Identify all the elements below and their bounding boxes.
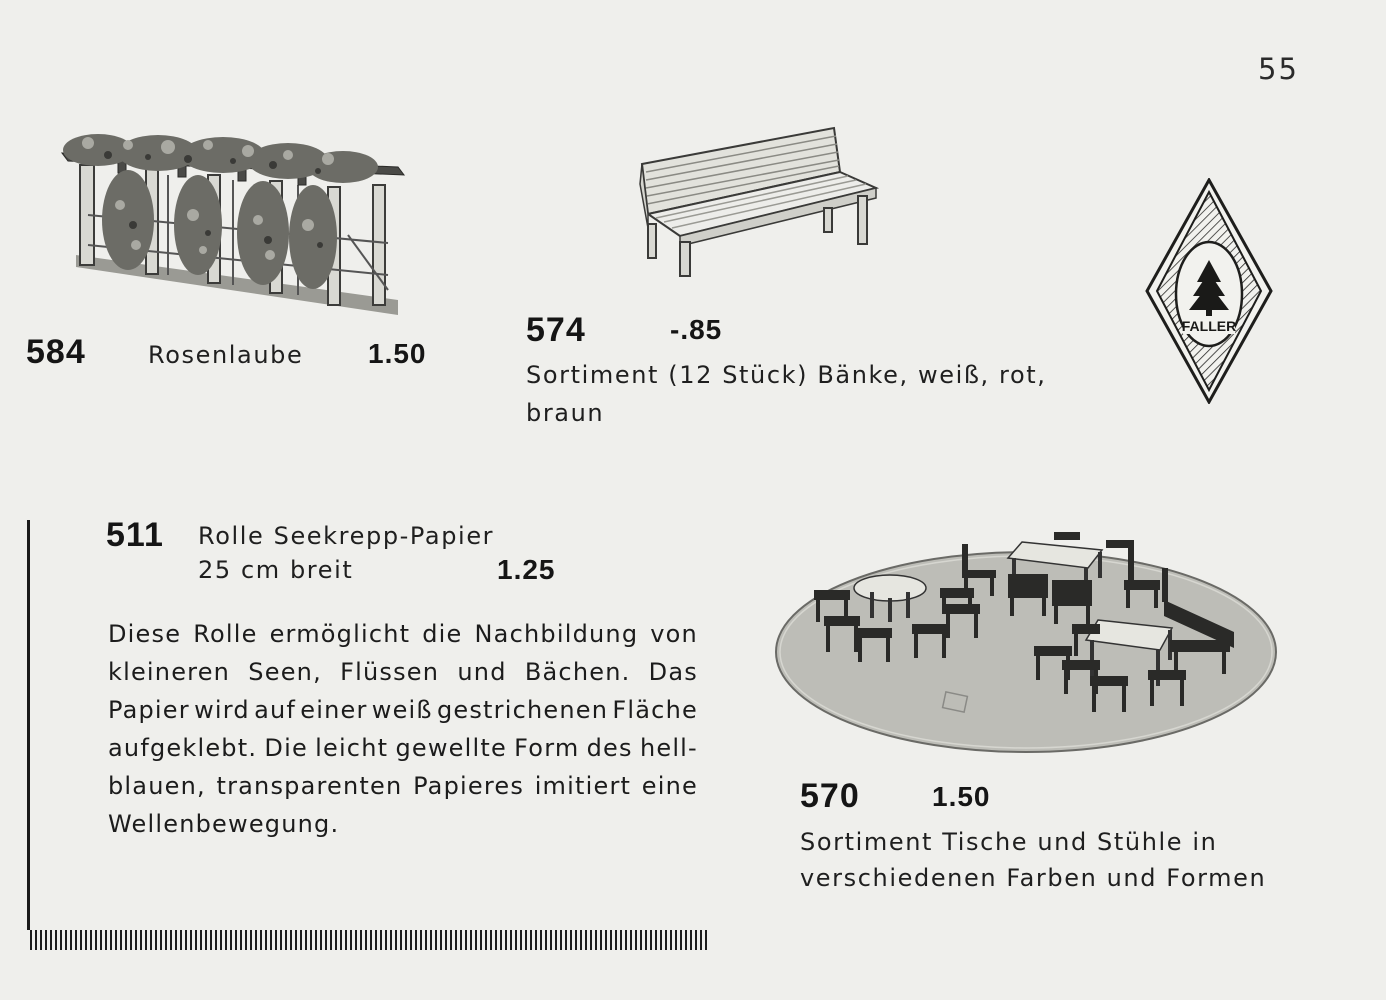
item-570-description-line: Sortiment Tische und Stühle in — [800, 828, 1218, 856]
description-line — [108, 729, 698, 767]
description-word: wird — [194, 696, 250, 724]
rose-arbor-illustration — [58, 125, 410, 327]
description-word: die — [422, 620, 463, 648]
item-511-description — [108, 615, 698, 843]
description-word: aufgeklebt. — [108, 734, 258, 762]
description-line: Wellenbewegung. — [108, 810, 340, 838]
description-word: transparenten — [216, 772, 403, 800]
description-word: Die — [264, 734, 308, 762]
description-word: Papieres — [413, 772, 525, 800]
item-570-number: 570 — [800, 777, 860, 815]
item-574-price: -.85 — [670, 314, 723, 345]
description-word: hell- — [639, 734, 698, 762]
description-word: Nachbildung — [474, 620, 639, 648]
description-word: Das — [648, 658, 698, 686]
item-511-price: 1.25 — [497, 554, 556, 585]
description-word: ermöglicht — [269, 620, 411, 648]
description-word: Form — [514, 734, 580, 762]
item-584-number: 584 — [26, 333, 86, 371]
section-divider-line — [27, 520, 30, 930]
description-word: imitiert — [534, 772, 632, 800]
item-511-title: Rolle Seekrepp-Papier — [198, 522, 495, 550]
item-584-price: 1.50 — [368, 338, 427, 369]
description-word: Diese — [108, 620, 182, 648]
decorative-bar-pattern — [30, 930, 710, 950]
description-line — [108, 615, 698, 653]
description-word: Seen, — [248, 658, 322, 686]
description-word: kleineren — [108, 658, 231, 686]
faller-logo — [1143, 178, 1275, 404]
description-word: Bächen. — [524, 658, 631, 686]
description-word: Flüssen — [340, 658, 440, 686]
item-574-description-line: Sortiment (12 Stück) Bänke, weiß, rot, — [526, 361, 1047, 389]
description-word: auf — [254, 696, 297, 724]
item-511-subtitle: 25 cm breit — [198, 556, 354, 584]
description-word: Fläche — [612, 696, 698, 724]
bench-illustration — [636, 124, 882, 280]
description-line — [108, 653, 698, 691]
description-word: des — [586, 734, 633, 762]
item-570-price: 1.50 — [932, 781, 991, 812]
item-511-number: 511 — [106, 516, 164, 554]
description-word: blauen, — [108, 772, 206, 800]
description-line — [108, 767, 698, 805]
item-570-description — [800, 824, 1266, 896]
description-word: von — [650, 620, 698, 648]
description-line — [108, 691, 698, 729]
logo-text: FALLER — [1181, 318, 1237, 334]
description-word: Rolle — [193, 620, 258, 648]
item-584-name: Rosenlaube — [148, 341, 304, 369]
description-word: gewellte — [395, 734, 507, 762]
item-574-number: 574 — [526, 311, 586, 349]
item-574-description — [526, 356, 1046, 432]
description-word: leicht — [315, 734, 389, 762]
item-574-description-line: braun — [526, 399, 605, 427]
page-number: 55 — [1258, 52, 1299, 86]
description-word: einer — [300, 696, 368, 724]
tables-and-chairs-illustration — [772, 528, 1282, 760]
description-word: eine — [641, 772, 698, 800]
description-word: Papier — [108, 696, 190, 724]
description-word: weiß — [371, 696, 433, 724]
item-570-description-line: verschiedenen Farben und Formen — [800, 864, 1267, 892]
description-word: und — [457, 658, 507, 686]
description-word: gestrichenen — [436, 696, 609, 724]
